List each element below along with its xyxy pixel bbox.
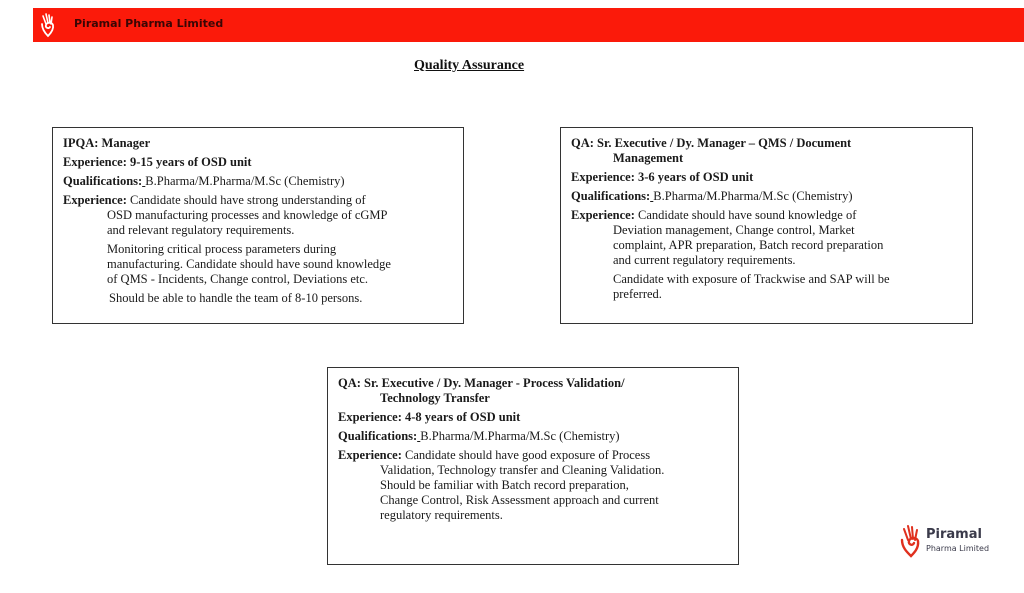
experience-value: 4-8 years of OSD unit: [405, 410, 521, 424]
experience-value: 3-6 years of OSD unit: [638, 170, 754, 184]
qualifications-label: Qualifications:: [63, 174, 143, 188]
details-label: Experience:: [63, 193, 127, 207]
qualifications-value: B.Pharma/M.Pharma/M.Sc (Chemistry): [653, 189, 853, 203]
details-row: [63, 193, 453, 238]
details-line: Change Control, Risk Assessment approach and current: [380, 493, 659, 507]
qualifications-label: Qualifications:: [338, 429, 418, 443]
qualifications-row: [63, 174, 453, 189]
footer-subtitle: Pharma Limited: [926, 544, 990, 553]
job-title-line: QA: Sr. Executive / Dy. Manager - Process Validation/: [338, 376, 625, 390]
job-title: [571, 136, 962, 166]
qualifications-row: [571, 189, 962, 204]
details-row: [571, 208, 962, 268]
header-bar: [33, 8, 1024, 42]
details-line: complaint, APR preparation, Batch record preparation: [613, 238, 884, 252]
extra-paragraph: [63, 242, 453, 287]
details-label: Experience:: [338, 448, 402, 462]
experience-row: [63, 155, 453, 170]
extra-paragraph: [571, 272, 962, 302]
paragraph-line: Should be able to handle the team of 8-10 persons.: [109, 291, 363, 305]
details-line: Candidate should have good exposure of Process: [405, 448, 651, 462]
paragraph-line: of QMS - Incidents, Change control, Deviations etc.: [107, 272, 369, 286]
qualifications-value: B.Pharma/M.Pharma/M.Sc (Chemistry): [145, 174, 345, 188]
piramal-hand-icon: [898, 524, 924, 558]
job-title-line: QA: Sr. Executive / Dy. Manager – QMS / Document: [571, 136, 852, 150]
job-card-ipqa-manager: [52, 127, 464, 324]
details-line: OSD manufacturing processes and knowledge of cGMP: [107, 208, 388, 222]
experience-label: Experience:: [63, 155, 127, 169]
qualifications-label: Qualifications:: [571, 189, 651, 203]
details-line: Candidate should have sound knowledge of: [638, 208, 857, 222]
experience-label: Experience:: [571, 170, 635, 184]
page-title: Quality Assurance: [414, 58, 525, 73]
details-line: Candidate should have strong understanding of: [130, 193, 366, 207]
footer-brand: Piramal: [926, 527, 982, 542]
job-title-line: IPQA: Manager: [63, 136, 151, 150]
job-title-line: Management: [613, 151, 684, 165]
footer-logo: [898, 522, 1008, 562]
qualifications-value: B.Pharma/M.Pharma/M.Sc (Chemistry): [420, 429, 620, 443]
job-title: [63, 136, 453, 151]
paragraph-line: manufacturing. Candidate should have sound knowledge: [107, 257, 391, 271]
details-line: Deviation management, Change control, Market: [613, 223, 855, 237]
experience-row: [571, 170, 962, 185]
paragraph-line: preferred.: [613, 287, 662, 301]
details-label: Experience:: [571, 208, 635, 222]
details-line: and current regulatory requirements.: [613, 253, 796, 267]
job-card-process-validation: [327, 367, 739, 565]
job-title-line: Technology Transfer: [380, 391, 490, 405]
experience-value: 9-15 years of OSD unit: [130, 155, 252, 169]
details-line: Should be familiar with Batch record preparation,: [380, 478, 629, 492]
details-line: and relevant regulatory requirements.: [107, 223, 295, 237]
piramal-hand-icon: [38, 12, 58, 38]
details-line: regulatory requirements.: [380, 508, 503, 522]
details-line: Validation, Technology transfer and Cleaning Validation.: [380, 463, 665, 477]
job-title: [338, 376, 728, 406]
experience-label: Experience:: [338, 410, 402, 424]
extra-paragraph: [63, 291, 453, 306]
qualifications-row: [338, 429, 728, 444]
job-card-qms-document-management: [560, 127, 973, 324]
company-name: Piramal Pharma Limited: [74, 17, 224, 30]
paragraph-line: Monitoring critical process parameters during: [107, 242, 337, 256]
details-row: [338, 448, 728, 523]
experience-row: [338, 410, 728, 425]
paragraph-line: Candidate with exposure of Trackwise and SAP will be: [613, 272, 890, 286]
